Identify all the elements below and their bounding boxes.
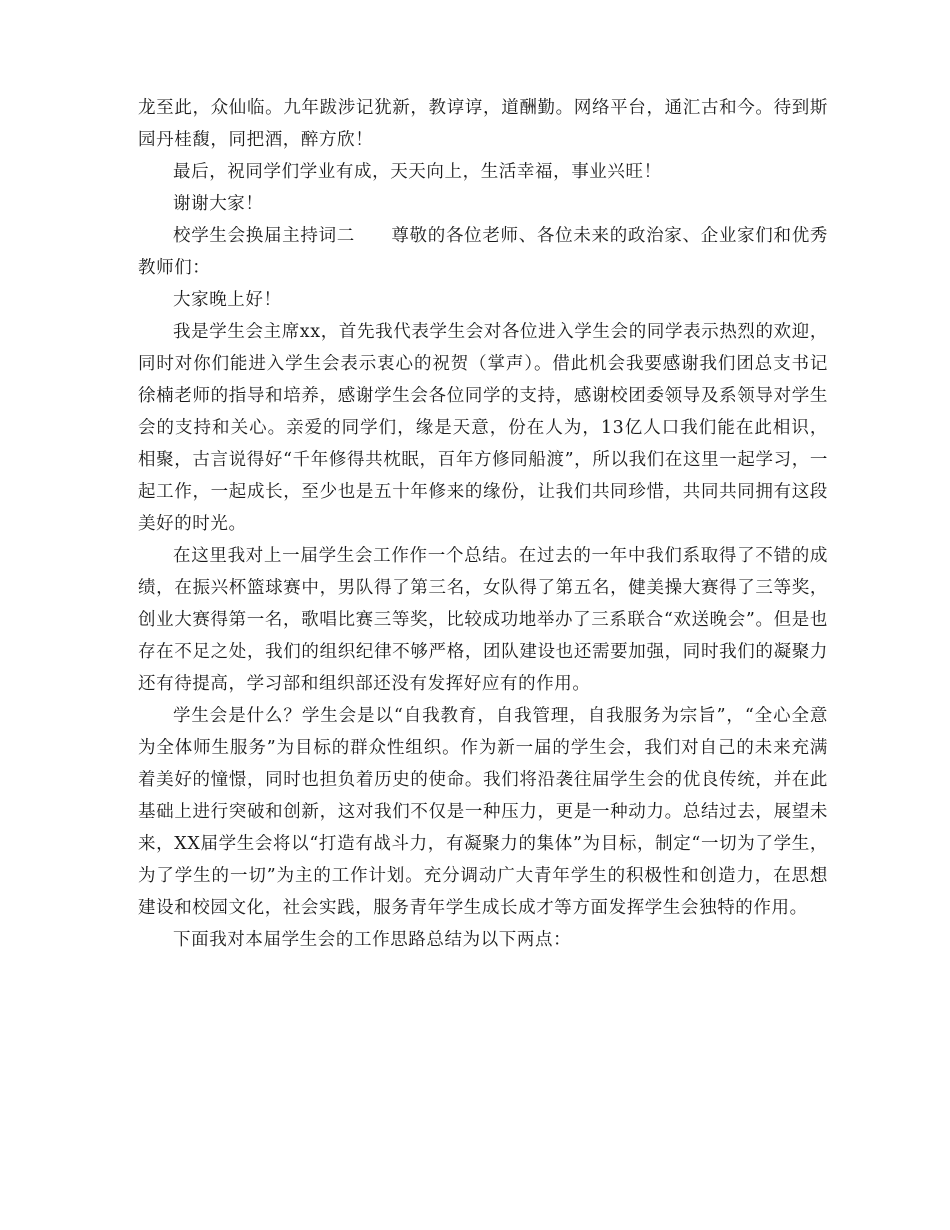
- paragraph-work-plan: 下面我对本届学生会的工作思路总结为以下两点：: [173, 930, 572, 950]
- paragraph-poem-ending: 龙至此，众仙临。九年跋涉记犹新，教谆谆，道酬勤。网络平台，通汇古和今。待到斯园丹桂馥，同把酒，醉方欣！: [138, 98, 828, 150]
- paragraph-section-title: 校学生会换届主持词二 尊敬的各位老师、各位未来的政治家、企业家们和优秀教师们：: [138, 226, 828, 278]
- paragraph-closing-wishes: 最后，祝同学们学业有成，天天向上，生活幸福，事业兴旺！: [173, 162, 662, 182]
- paragraph-greeting: 大家晚上好！: [173, 290, 282, 310]
- paragraph-summary: 在这里我对上一届学生会工作作一个总结。在过去的一年中我们系取得了不错的成绩，在振兴杯篮球赛中，男队得了第三名，女队得了第五名，健美操大赛得了三等奖，创业大赛得第一名，歌唱比赛三等奖，比较成功地举办了三系联合“欢送晚会”。但是也存在不足之处，我们的组织纪律不够严格，团队建设也还需要加强，同时我们的凝聚力还有待提高，学习部和组织部还没有发挥好应有的作用。: [138, 546, 828, 694]
- paragraph-student-union: 学生会是什么？学生会是以“自我教育，自我管理，自我服务为宗旨”，“全心全意为全体师生服务”为目标的群众性组织。作为新一届的学生会，我们对自己的未来充满着美好的憧憬，同时也担负着历史的使命。我们将沿袭往届学生会的优良传统，并在此基础上进行突破和创新，这对我们不仅是一种压力，更是一种动力。总结过去，展望未来，XX届学生会将以“打造有战斗力，有凝聚力的集体”为目标，制定“一切为了学生，为了学生的一切”为主的工作计划。充分调动广大青年学生的积极性和创造力，在思想建设和校园文化，社会实践，服务青年学生成长成才等方面发挥学生会独特的作用。: [138, 706, 828, 918]
- paragraph-introduction: 我是学生会主席xx，首先我代表学生会对各位进入学生会的同学表示热烈的欢迎，同时对你们能进入学生会表示衷心的祝贺（掌声）。借此机会我要感谢我们团总支书记徐楠老师的指导和培养，感谢学生会各位同学的支持，感谢校团委领导及系领导对学生会的支持和关心。亲爱的同学们，缘是天意，份在人为，13亿人口我们能在此相识，相聚，古言说得好“千年修得共枕眠，百年方修同船渡”，所以我们在这里一起学习，一起工作，一起成长，至少也是五十年修来的缘份，让我们共同珍惜，共同共同拥有这段美好的时光。: [138, 322, 828, 534]
- paragraph-thanks: 谢谢大家！: [173, 194, 264, 214]
- document-body: [138, 92, 828, 956]
